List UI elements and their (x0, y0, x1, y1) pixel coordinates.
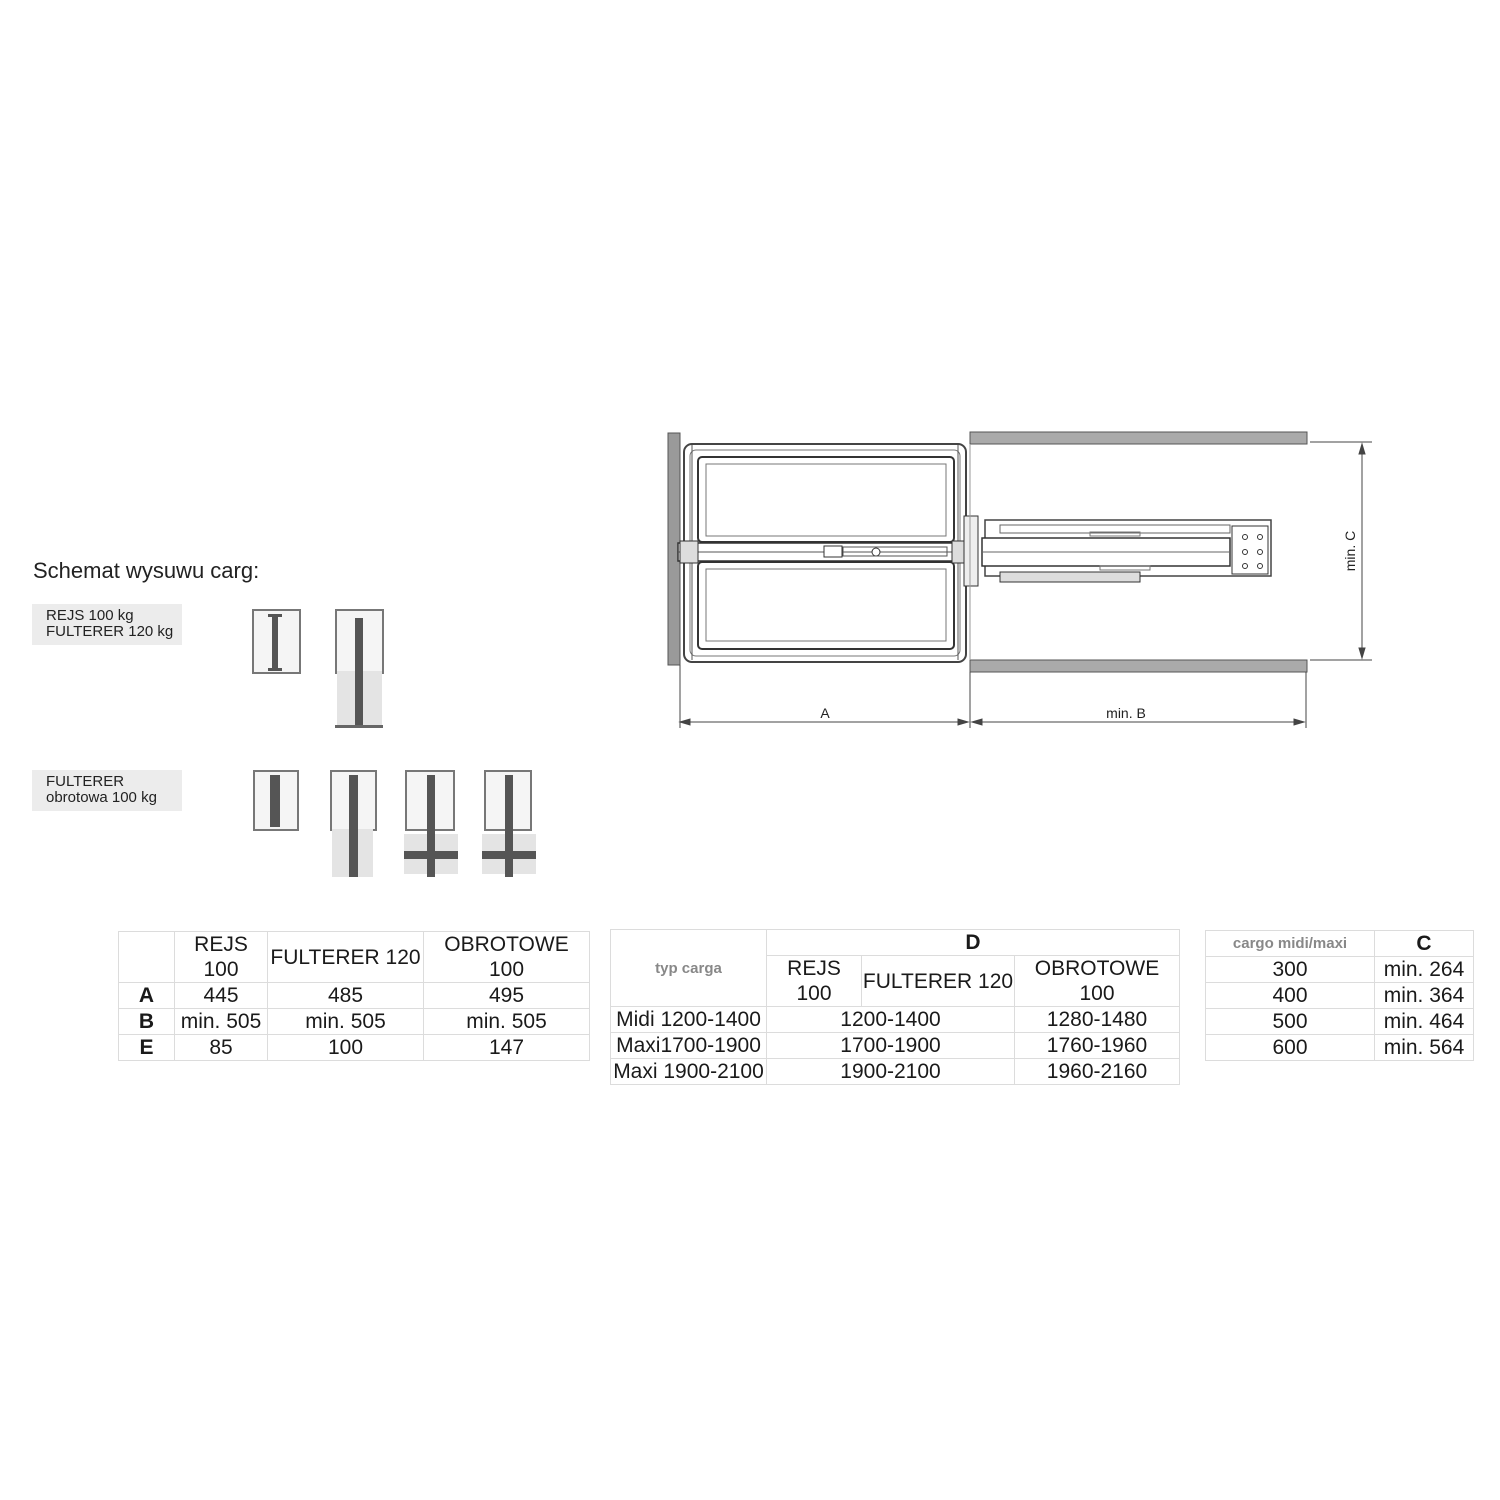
table-row (119, 1009, 590, 1035)
cell: 500 (1206, 1009, 1375, 1035)
table-row (119, 983, 590, 1009)
table-c-header (1206, 931, 1474, 957)
cell: 300 (1206, 957, 1375, 983)
cell: min. 264 (1375, 957, 1474, 983)
table-abe-header (119, 932, 590, 983)
cabinet-bottom-panel (970, 660, 1307, 672)
cell: min. 505 (424, 1009, 590, 1035)
cell: 1960-2160 (1015, 1059, 1180, 1085)
cell: 1900-2100 (767, 1059, 1015, 1085)
pictogram-closed-2 (254, 771, 298, 830)
cell: 400 (1206, 983, 1375, 1009)
cell: 1760-1960 (1015, 1033, 1180, 1059)
row-key: B (119, 1009, 175, 1035)
cell-type: Maxi 1900-2100 (611, 1059, 767, 1085)
lower-basket (698, 562, 954, 649)
table-c (1205, 930, 1474, 1061)
table-row (1206, 1035, 1474, 1061)
table-abe-header-blank (119, 932, 175, 983)
cell: min. 505 (268, 1009, 424, 1035)
legend1-line1: REJS 100 kg (46, 607, 134, 624)
cell: 147 (424, 1035, 590, 1061)
pictogram-extended-1 (335, 610, 383, 728)
cell: min. 564 (1375, 1035, 1474, 1061)
row-key: A (119, 983, 175, 1009)
row-key: E (119, 1035, 175, 1061)
cell: 485 (268, 983, 424, 1009)
cell: min. 464 (1375, 1009, 1474, 1035)
legend2-line1: FULTERER (46, 773, 125, 790)
pictogram-rotated-2 (482, 771, 536, 877)
cabinet-top-panel (970, 432, 1307, 444)
table-d-header-obrotowe: OBROTOWE 100 (1015, 956, 1180, 1007)
table-d-type-header: typ carga (611, 930, 767, 1007)
schema-title: Schemat wysuwu carg: (33, 558, 260, 583)
pictogram-closed-1 (253, 610, 300, 673)
pictogram-extended-2 (331, 771, 376, 877)
table-row (611, 1033, 1180, 1059)
table-d-group-d: D (767, 930, 1180, 956)
cell: 495 (424, 983, 590, 1009)
cell-type: Maxi1700-1900 (611, 1033, 767, 1059)
dimension-a-label: A (820, 705, 830, 721)
dimension-c-label: min. C (1342, 530, 1358, 572)
table-row (1206, 957, 1474, 983)
table-c-header-cargo: cargo midi/maxi (1206, 931, 1375, 957)
cell: 445 (175, 983, 268, 1009)
table-abe (118, 931, 590, 1061)
table-row (1206, 1009, 1474, 1035)
pictogram-rotated-1 (404, 771, 458, 877)
table-c-header-c: C (1375, 931, 1474, 957)
legend1-line2: FULTERER 120 kg (46, 623, 174, 640)
pullout-pictograms (0, 0, 600, 900)
table-row (119, 1035, 590, 1061)
upper-basket (698, 457, 954, 542)
cell: 600 (1206, 1035, 1375, 1061)
cell: 1200-1400 (767, 1007, 1015, 1033)
cell: min. 505 (175, 1009, 268, 1035)
table-d-header-rejs: REJS 100 (767, 956, 862, 1007)
cell: 1700-1900 (767, 1033, 1015, 1059)
cell-type: Midi 1200-1400 (611, 1007, 767, 1033)
cell: min. 364 (1375, 983, 1474, 1009)
table-d-group-header (611, 930, 1180, 956)
table-abe-header-obrotowe: OBROTOWE 100 (424, 932, 590, 983)
table-row (611, 1059, 1180, 1085)
cell: 1280-1480 (1015, 1007, 1180, 1033)
cell: 85 (175, 1035, 268, 1061)
legend2-line2: obrotowa 100 kg (46, 789, 157, 806)
dimension-b-label: min. B (1106, 705, 1146, 721)
table-d (610, 929, 1180, 1085)
technical-drawing (640, 420, 1400, 740)
table-row (611, 1007, 1180, 1033)
table-abe-header-fulterer: FULTERER 120 (268, 932, 424, 983)
table-d-header-fulterer: FULTERER 120 (862, 956, 1015, 1007)
table-abe-header-rejs: REJS 100 (175, 932, 268, 983)
table-row (1206, 983, 1474, 1009)
cell: 100 (268, 1035, 424, 1061)
